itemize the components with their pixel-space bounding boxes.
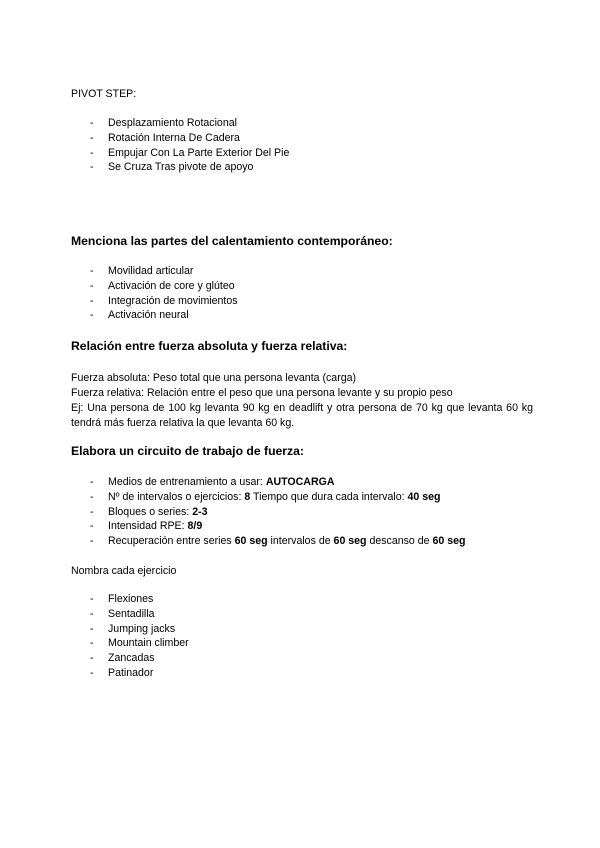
- list-item: [71, 607, 189, 622]
- intervals-value: 8: [244, 490, 251, 503]
- list-item-text: Activación de core y glúteo: [108, 279, 235, 292]
- list-item: [71, 490, 465, 505]
- bullet-dash: -: [90, 637, 94, 650]
- list-item-text: Flexiones: [108, 593, 154, 605]
- recovery-value-3: 60 seg: [432, 535, 466, 548]
- means-value: AUTOCARGA: [265, 476, 335, 488]
- list-item-text: Sentadilla: [108, 607, 155, 620]
- strength-heading: Relación entre fuerza absoluta y fuerza relativa:: [71, 339, 348, 353]
- recovery-value-2: 60 seg: [333, 535, 367, 548]
- list-item: [71, 534, 465, 549]
- list-item-text: Zancadas: [108, 652, 155, 665]
- list-item-text: Desplazamiento Rotacional: [108, 117, 237, 129]
- exercises-title: Nombra cada ejercicio: [71, 565, 177, 577]
- warmup-list: [71, 264, 238, 323]
- recovery-mid-2: descanso de: [366, 535, 433, 548]
- recovery-value: 60 seg: [234, 535, 268, 548]
- list-item-text: Mountain climber: [108, 637, 189, 650]
- list-item-text: Empujar Con La Parte Exterior Del Pie: [108, 146, 290, 159]
- circuit-list: [71, 475, 465, 549]
- list-item-text: Activación neural: [108, 309, 189, 322]
- relative-strength-text: Fuerza relativa: Relación entre el peso que una persona levante y su propio peso: [71, 387, 453, 399]
- list-item: [71, 519, 465, 534]
- warmup-heading: Menciona las partes del calentamiento contemporáneo:: [71, 234, 393, 248]
- list-item: [71, 592, 189, 607]
- list-item-text: Integración de movimientos: [108, 294, 238, 307]
- exercises-list: [71, 592, 189, 681]
- pivot-step-list: [71, 116, 289, 175]
- intensity-value: 8/9: [187, 520, 203, 533]
- list-item-text: Rotación Interna De Cadera: [108, 131, 240, 144]
- bullet-dash: -: [90, 535, 94, 548]
- strength-example-text: Ej: Una persona de 100 kg levanta 90 kg en deadlift y otra persona de 70 kg que levanta 60 kg tendrá más fuerza relativa la que levanta 60 kg.: [71, 402, 533, 429]
- bullet-dash: -: [90, 265, 94, 277]
- recovery-label: Recuperación entre series: [108, 535, 235, 548]
- blocks-value: 2-3: [192, 505, 208, 518]
- intervals-label: Nº de intervalos o ejercicios:: [108, 490, 245, 503]
- bullet-dash: -: [90, 622, 94, 635]
- list-item: [71, 666, 189, 681]
- means-label: Medios de entrenamiento a usar:: [108, 476, 266, 488]
- intensity-label: Intensidad RPE:: [108, 520, 188, 533]
- list-item-text: Movilidad articular: [108, 265, 194, 277]
- list-item: [71, 160, 289, 175]
- list-item: [71, 116, 289, 131]
- bullet-dash: -: [90, 294, 94, 307]
- duration-label: Tiempo que dura cada intervalo:: [250, 490, 408, 503]
- bullet-dash: -: [90, 666, 94, 679]
- bullet-dash: -: [90, 117, 94, 129]
- bullet-dash: -: [90, 131, 94, 144]
- bullet-dash: -: [90, 505, 94, 518]
- list-item: [71, 264, 238, 279]
- list-item: [71, 636, 189, 651]
- bullet-dash: -: [90, 476, 94, 488]
- list-item: [71, 294, 238, 309]
- bullet-dash: -: [90, 146, 94, 159]
- pivot-step-title: PIVOT STEP:: [71, 88, 137, 100]
- bullet-dash: -: [90, 490, 94, 503]
- list-item-text: Patinador: [108, 666, 154, 679]
- bullet-dash: -: [90, 279, 94, 292]
- bullet-dash: -: [90, 520, 94, 533]
- circuit-heading: Elabora un circuito de trabajo de fuerza:: [71, 444, 304, 458]
- duration-value: 40 seg: [407, 490, 441, 503]
- list-item: [71, 279, 238, 294]
- list-item-text: Se Cruza Tras pivote de apoyo: [108, 161, 254, 174]
- recovery-mid: intervalos de: [267, 535, 334, 548]
- bullet-dash: -: [90, 652, 94, 665]
- list-item: [71, 622, 189, 637]
- absolute-strength-text: Fuerza absoluta: Peso total que una persona levanta (carga): [71, 372, 357, 384]
- list-item: [71, 131, 289, 146]
- list-item: [71, 146, 289, 161]
- list-item: [71, 651, 189, 666]
- bullet-dash: -: [90, 161, 94, 174]
- bullet-dash: -: [90, 593, 94, 605]
- bullet-dash: -: [90, 607, 94, 620]
- list-item-text: Jumping jacks: [108, 622, 176, 635]
- list-item: [71, 475, 465, 490]
- list-item: [71, 308, 238, 323]
- strength-paragraph: [71, 371, 533, 431]
- bullet-dash: -: [90, 309, 94, 322]
- blocks-label: Bloques o series:: [108, 505, 193, 518]
- list-item: [71, 505, 465, 520]
